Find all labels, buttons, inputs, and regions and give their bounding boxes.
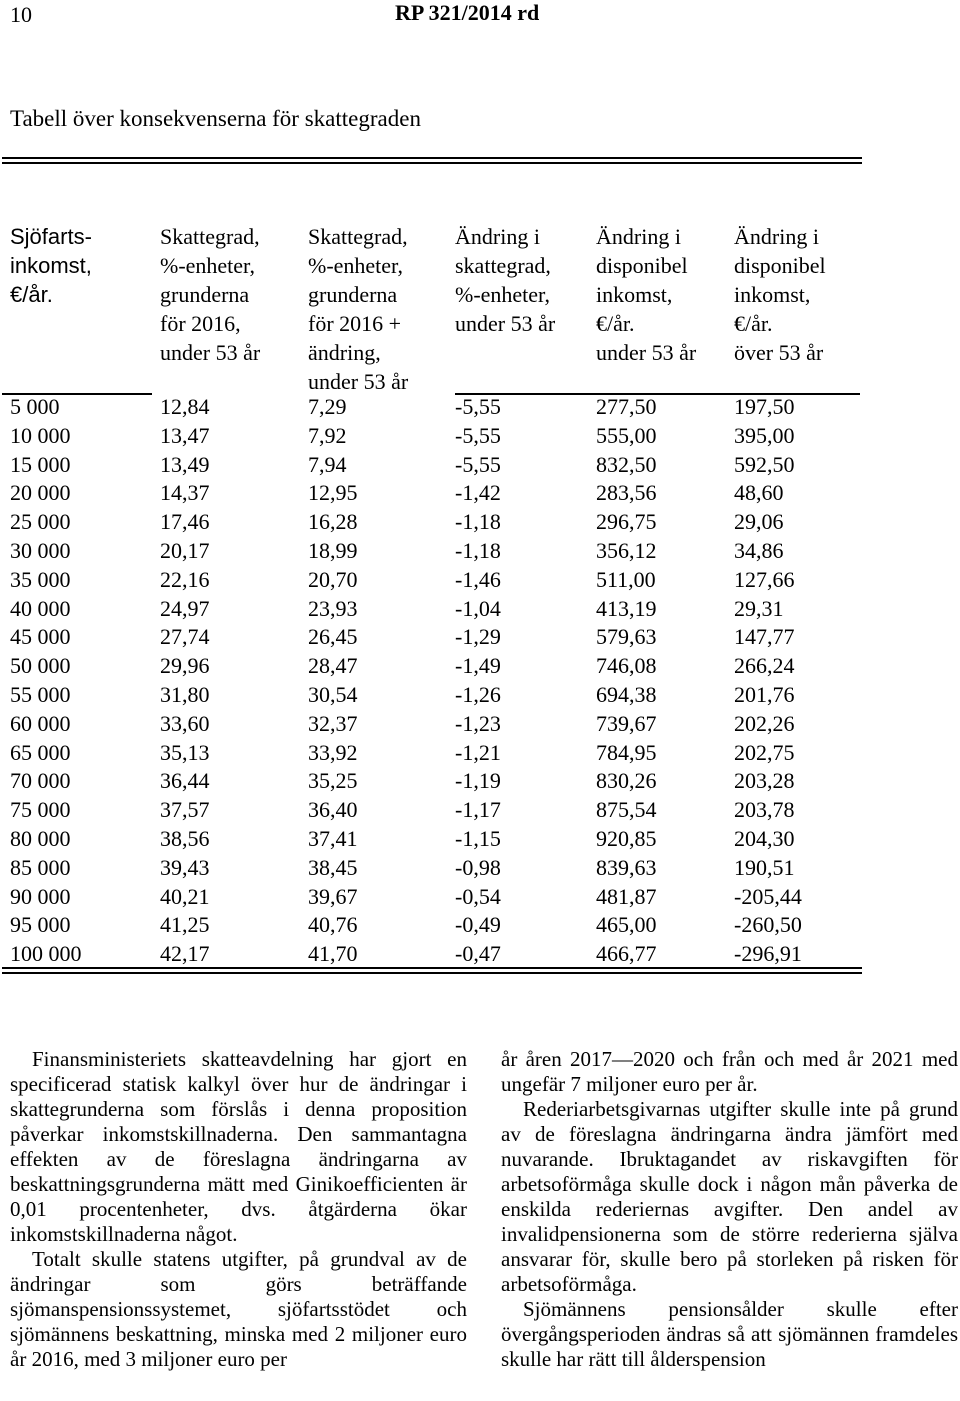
table-cell: -1,15 [455,825,501,851]
table-cell: 127,66 [734,566,795,592]
table-cell: 33,92 [308,739,358,765]
table-top-rule-inner [2,162,862,164]
table-cell: 30 000 [10,537,71,563]
table-cell: 17,46 [160,509,210,535]
table-row [0,508,960,537]
table-cell: 190,51 [734,854,795,880]
table-cell: 13,49 [160,451,210,477]
table-cell: 201,76 [734,681,795,707]
table-bottom-rule-inner [2,972,862,974]
table-row [0,911,960,940]
table-cell: 29,06 [734,509,784,535]
table-cell: 555,00 [596,422,657,448]
table-row [0,940,960,969]
table-cell: 95 000 [10,912,71,938]
table-cell: -0,49 [455,912,501,938]
table-cell: 746,08 [596,653,657,679]
table-cell: 39,43 [160,854,210,880]
table-cell: 50 000 [10,653,71,679]
table-cell: 18,99 [308,537,358,563]
table-cell: 48,60 [734,480,784,506]
table-cell: 39,67 [308,883,358,909]
table-cell: 839,63 [596,854,657,880]
body-text-right-column [501,1047,958,1372]
table-cell: -5,55 [455,422,501,448]
table-cell: 466,77 [596,941,657,967]
table-cell: 29,31 [734,595,784,621]
table-cell: 511,00 [596,566,656,592]
table-cell: 277,50 [596,394,657,419]
table-cell: 20 000 [10,480,71,506]
table-bottom-rule [2,967,862,969]
table-cell: 41,70 [308,941,358,967]
paragraph: Rederiarbetsgivarnas utgifter skulle inte på grund av de föreslagna ändringarna ändra jämfört med nuvarande. Ibruktagandet av riskavgiften för arbetsoförmåga skulle dock i någon mån påverka de enskilda rederiernas avgifter. Den andel av invalidpensionerna som de större rederierna själva ansvarar för, skulle bero på storleken på risken för arbetsoförmåga. [501,1097,958,1296]
table-title: Tabell över konsekvenserna för skattegraden [10,106,421,131]
table-cell: 37,57 [160,797,210,823]
table-cell: 60 000 [10,710,71,736]
table-cell: 22,16 [160,566,210,592]
table-cell: -1,19 [455,768,501,794]
table-cell: -1,21 [455,739,501,765]
table-cell: 40,21 [160,883,210,909]
table-row [0,479,960,508]
table-cell: 40,76 [308,912,358,938]
table-cell: 33,60 [160,710,210,736]
table-cell: 481,87 [596,883,657,909]
table-cell: 55 000 [10,681,71,707]
table-cell: 28,47 [308,653,358,679]
table-cell: 35,13 [160,739,210,765]
table-cell: 24,97 [160,595,210,621]
table-cell: 739,67 [596,710,657,736]
col-header-income-change-under-53: Ändring i disponibel inkomst, €/år. under 53 år [596,224,697,365]
table-row [0,796,960,825]
table-top-rule [2,157,862,159]
table-body [0,393,960,969]
table-cell: 147,77 [734,624,795,650]
table-row [0,623,960,652]
table-cell: 12,84 [160,394,210,419]
table-cell: -1,18 [455,509,501,535]
table-cell: 34,86 [734,537,784,563]
table-cell: 45 000 [10,624,71,650]
table-cell: 592,50 [734,451,795,477]
table-cell: -1,49 [455,653,501,679]
table-row [0,854,960,883]
table-row [0,393,960,422]
table-cell: 36,44 [160,768,210,794]
table-row [0,681,960,710]
table-cell: -1,42 [455,480,501,506]
table-cell: -1,04 [455,595,501,621]
table-cell: 202,75 [734,739,795,765]
table-cell: 70 000 [10,768,71,794]
table-cell: 579,63 [596,624,657,650]
table-cell: 27,74 [160,624,210,650]
table-cell: 41,25 [160,912,210,938]
table-cell: -0,98 [455,854,501,880]
col-header-tax-rate-2016-change: Skattegrad, %-enheter, grunderna för 2016 + ändring, under 53 år [308,224,409,394]
table-cell: 37,41 [308,825,358,851]
table-cell: 920,85 [596,825,657,851]
table-row [0,652,960,681]
table-cell: 20,70 [308,566,358,592]
table-cell: 830,26 [596,768,657,794]
table-cell: 7,92 [308,422,347,448]
table-cell: 266,24 [734,653,795,679]
table-cell: 35 000 [10,566,71,592]
table-cell: 204,30 [734,825,795,851]
table-row [0,451,960,480]
table-cell: 38,56 [160,825,210,851]
table-row [0,739,960,768]
document-id: RP 321/2014 rd [395,0,540,25]
table-cell: 875,54 [596,797,657,823]
table-cell: -0,54 [455,883,501,909]
table-cell: 29,96 [160,653,210,679]
table-cell: 694,38 [596,681,657,707]
table-cell: 296,75 [596,509,657,535]
table-cell: 832,50 [596,451,657,477]
table-cell: -296,91 [734,941,802,967]
table-cell: 26,45 [308,624,358,650]
table-row [0,537,960,566]
table-row [0,767,960,796]
table-cell: 10 000 [10,422,71,448]
body-text-left-column [10,1047,467,1372]
table-cell: 65 000 [10,739,71,765]
table-cell: 32,37 [308,710,358,736]
table-cell: -205,44 [734,883,802,909]
table-cell: 7,29 [308,394,347,419]
paragraph: Sjömännens pensionsålder skulle efter övergångsperioden ändras så att sjömännen framdeles skulle har rätt till ålderspension [501,1297,958,1371]
table-cell: 100 000 [10,941,82,967]
table-cell: 25 000 [10,509,71,535]
table-cell: -1,26 [455,681,501,707]
table-row [0,710,960,739]
table-cell: -5,55 [455,394,501,419]
table-row [0,566,960,595]
table-cell: 38,45 [308,854,358,880]
table-cell: 16,28 [308,509,358,535]
table-cell: 36,40 [308,797,358,823]
page-number: 10 [10,2,32,27]
col-header-tax-rate-2016: Skattegrad, %-enheter, grunderna för 2016, under 53 år [160,224,261,365]
table-cell: 75 000 [10,797,71,823]
table-cell: -1,17 [455,797,501,823]
table-cell: 14,37 [160,480,210,506]
table-cell: 90 000 [10,883,71,909]
table-cell: 20,17 [160,537,210,563]
table-cell: 23,93 [308,595,358,621]
table-row [0,883,960,912]
table-cell: 413,19 [596,595,657,621]
table-cell: -0,47 [455,941,501,967]
table-cell: 202,26 [734,710,795,736]
table-cell: 40 000 [10,595,71,621]
table-cell: 15 000 [10,451,71,477]
paragraph: Totalt skulle statens utgifter, på grundval av de ändringar som görs beträffande sjömanspensionssystemet, sjöfartsstödet och sjömännens beskattning, minska med 2 miljoner euro år 2016, med 3 miljoner euro per [10,1247,467,1371]
table-cell: 85 000 [10,854,71,880]
table-cell: -5,55 [455,451,501,477]
table-cell: 203,28 [734,768,795,794]
table-cell: 12,95 [308,480,358,506]
table-cell: 13,47 [160,422,210,448]
col-header-tax-rate-change: Ändring i skattegrad, %-enheter, under 53 år [455,224,556,336]
table-cell: 35,25 [308,768,358,794]
table-cell: 784,95 [596,739,657,765]
table-row [0,595,960,624]
table-cell: 465,00 [596,912,657,938]
table-cell: 30,54 [308,681,358,707]
table-cell: 7,94 [308,451,347,477]
table-cell: 283,56 [596,480,657,506]
table-row [0,422,960,451]
paragraph: Finansministeriets skatteavdelning har gjort en specificerad statisk kalkyl över hur de ändringar i skattegrunderna som förslås i denna proposition påverkar inkomstskillnaderna. Den sammantagna effekten av de föreslagna ändringarna av beskattningsgrunderna mätt med Ginikoefficienten är 0,01 procentenheter, dvs. åtgärderna ökar inkomstskillnaderna något. [10,1047,467,1246]
table-cell: 31,80 [160,681,210,707]
table-cell: -260,50 [734,912,802,938]
table-cell: 203,78 [734,797,795,823]
table-cell: -1,46 [455,566,501,592]
table-row [0,825,960,854]
table-cell: 42,17 [160,941,210,967]
col-header-income-change-over-53: Ändring i disponibel inkomst, €/år. över 53 år [734,224,826,365]
table-cell: -1,29 [455,624,501,650]
table-cell: 356,12 [596,537,657,563]
table-cell: 395,00 [734,422,795,448]
table-cell: 5 000 [10,394,60,419]
table-cell: 197,50 [734,394,795,419]
table-cell: -1,18 [455,537,501,563]
table-cell: -1,23 [455,710,501,736]
table-cell: 80 000 [10,825,71,851]
paragraph: år åren 2017—2020 och från och med år 2021 med ungefär 7 miljoner euro per år. [501,1047,958,1096]
col-header-income: Sjöfarts- inkomst, €/år. [10,224,92,307]
